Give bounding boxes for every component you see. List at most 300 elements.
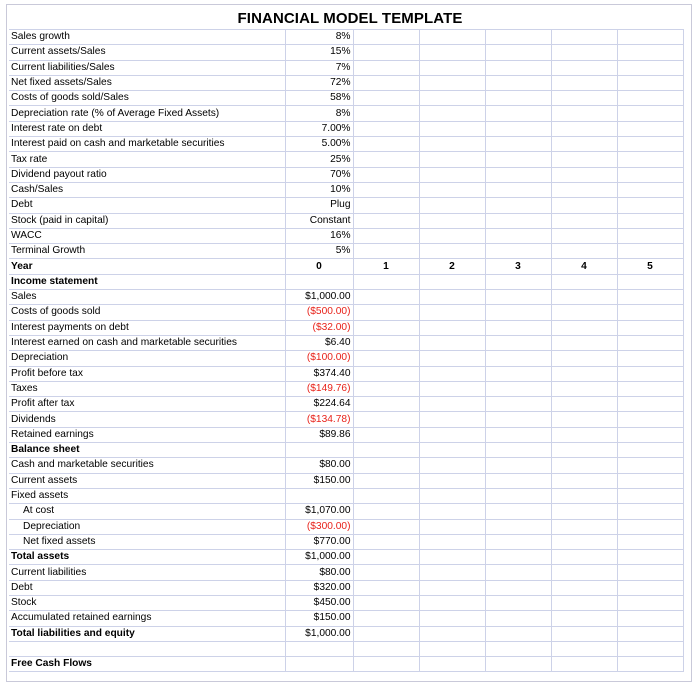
empty-cell[interactable] [551,106,617,121]
line-item-label[interactable]: Debt [9,580,285,595]
empty-cell[interactable] [485,473,551,488]
line-item-label[interactable]: Total assets [9,550,285,565]
line-item-value[interactable]: $374.40 [285,366,353,381]
empty-cell[interactable] [419,412,485,427]
empty-cell[interactable] [353,565,419,580]
line-item-label[interactable]: Fixed assets [9,488,285,503]
line-item-label[interactable]: Retained earnings [9,427,285,442]
empty-cell[interactable] [551,137,617,152]
empty-cell[interactable] [353,519,419,534]
empty-cell[interactable] [551,656,617,671]
empty-cell[interactable] [551,366,617,381]
empty-cell[interactable] [617,412,683,427]
empty-cell[interactable] [419,641,485,656]
empty-cell[interactable] [419,167,485,182]
empty-cell[interactable] [485,458,551,473]
line-item-value[interactable]: $320.00 [285,580,353,595]
line-item-value[interactable]: $150.00 [285,611,353,626]
assumption-value[interactable]: 8% [285,106,353,121]
year-header-cell[interactable]: 2 [419,259,485,274]
empty-cell[interactable] [419,274,485,289]
empty-cell[interactable] [419,45,485,60]
empty-cell[interactable] [551,167,617,182]
empty-cell[interactable] [419,534,485,549]
empty-cell[interactable] [353,641,419,656]
empty-cell[interactable] [419,198,485,213]
line-item-value[interactable]: $1,000.00 [285,626,353,641]
empty-cell[interactable] [419,152,485,167]
empty-cell[interactable] [285,641,353,656]
empty-cell[interactable] [485,121,551,136]
empty-cell[interactable] [551,244,617,259]
empty-cell[interactable] [353,75,419,90]
empty-cell[interactable] [419,595,485,610]
assumption-label[interactable]: Cash/Sales [9,182,285,197]
empty-cell[interactable] [617,458,683,473]
empty-cell[interactable] [353,274,419,289]
empty-cell[interactable] [551,534,617,549]
empty-cell[interactable] [617,580,683,595]
empty-cell[interactable] [551,381,617,396]
empty-cell[interactable] [617,198,683,213]
line-item-label[interactable]: Total liabilities and equity [9,626,285,641]
empty-cell[interactable] [617,335,683,350]
empty-cell[interactable] [285,274,353,289]
empty-cell[interactable] [419,60,485,75]
empty-cell[interactable] [551,228,617,243]
empty-cell[interactable] [551,488,617,503]
empty-cell[interactable] [551,274,617,289]
empty-cell[interactable] [419,137,485,152]
empty-cell[interactable] [617,167,683,182]
empty-cell[interactable] [617,274,683,289]
empty-cell[interactable] [617,366,683,381]
empty-cell[interactable] [419,290,485,305]
empty-cell[interactable] [419,504,485,519]
empty-cell[interactable] [617,473,683,488]
assumption-label[interactable]: WACC [9,228,285,243]
empty-cell[interactable] [485,182,551,197]
assumption-value[interactable]: 15% [285,45,353,60]
empty-cell[interactable] [551,60,617,75]
empty-cell[interactable] [419,458,485,473]
line-item-label[interactable]: Depreciation [9,519,285,534]
line-item-value[interactable]: $80.00 [285,458,353,473]
line-item-label[interactable]: Cash and marketable securities [9,458,285,473]
line-item-label[interactable]: Taxes [9,381,285,396]
assumption-value[interactable]: 72% [285,75,353,90]
empty-cell[interactable] [551,198,617,213]
empty-cell[interactable] [353,244,419,259]
empty-cell[interactable] [419,381,485,396]
line-item-value[interactable]: ($500.00) [285,305,353,320]
empty-cell[interactable] [485,305,551,320]
empty-cell[interactable] [617,106,683,121]
empty-cell[interactable] [485,137,551,152]
balance-sheet-row [9,626,683,641]
empty-cell[interactable] [353,228,419,243]
assumption-label[interactable]: Dividend payout ratio [9,167,285,182]
empty-cell[interactable] [551,335,617,350]
line-item-label[interactable]: Profit after tax [9,397,285,412]
empty-cell[interactable] [353,305,419,320]
empty-cell[interactable] [419,626,485,641]
line-item-label[interactable]: Interest payments on debt [9,320,285,335]
empty-cell[interactable] [617,228,683,243]
empty-cell[interactable] [485,611,551,626]
empty-cell[interactable] [419,580,485,595]
empty-cell[interactable] [485,534,551,549]
empty-cell[interactable] [485,213,551,228]
empty-cell[interactable] [485,320,551,335]
empty-cell[interactable] [551,641,617,656]
empty-cell[interactable] [485,397,551,412]
empty-cell[interactable] [551,427,617,442]
empty-cell[interactable] [419,473,485,488]
empty-cell[interactable] [551,320,617,335]
income-statement-row [9,412,683,427]
assumption-value[interactable]: 5.00% [285,137,353,152]
empty-cell[interactable] [617,121,683,136]
empty-cell[interactable] [485,290,551,305]
assumption-label[interactable]: Costs of goods sold/Sales [9,91,285,106]
empty-cell[interactable] [485,30,551,45]
empty-cell[interactable] [353,488,419,503]
year-header-cell[interactable]: 3 [485,259,551,274]
empty-cell[interactable] [551,290,617,305]
empty-cell[interactable] [353,595,419,610]
empty-cell[interactable] [485,519,551,534]
assumption-value[interactable]: Plug [285,198,353,213]
empty-cell[interactable] [551,611,617,626]
empty-cell[interactable] [485,626,551,641]
empty-cell[interactable] [353,335,419,350]
line-item-label[interactable]: Profit before tax [9,366,285,381]
empty-cell[interactable] [617,213,683,228]
free-cash-flows-label[interactable]: Free Cash Flows [9,656,285,671]
empty-cell[interactable] [353,106,419,121]
empty-cell[interactable] [551,213,617,228]
empty-cell[interactable] [617,443,683,458]
empty-cell[interactable] [485,443,551,458]
line-item-label[interactable]: At cost [9,504,285,519]
empty-cell[interactable] [485,91,551,106]
empty-cell[interactable] [485,167,551,182]
empty-cell[interactable] [617,381,683,396]
line-item-value[interactable]: $80.00 [285,565,353,580]
empty-cell[interactable] [485,427,551,442]
line-item-label[interactable]: Current liabilities [9,565,285,580]
empty-cell[interactable] [551,91,617,106]
empty-cell[interactable] [617,488,683,503]
assumption-row [9,198,683,213]
line-item-label[interactable]: Sales [9,290,285,305]
assumption-value[interactable]: 5% [285,244,353,259]
line-item-label[interactable]: Stock [9,595,285,610]
assumption-value[interactable]: 25% [285,152,353,167]
empty-cell[interactable] [551,595,617,610]
empty-cell[interactable] [353,366,419,381]
empty-cell[interactable] [617,397,683,412]
empty-cell[interactable] [617,244,683,259]
empty-cell[interactable] [419,397,485,412]
empty-cell[interactable] [285,443,353,458]
free-cash-flows-row [9,656,683,671]
assumption-label[interactable]: Sales growth [9,30,285,45]
line-item-label[interactable]: Depreciation [9,351,285,366]
empty-cell[interactable] [617,611,683,626]
empty-cell[interactable] [485,152,551,167]
line-item-label[interactable]: Dividends [9,412,285,427]
empty-cell[interactable] [419,320,485,335]
empty-cell[interactable] [353,534,419,549]
empty-cell[interactable] [353,656,419,671]
empty-cell[interactable] [419,427,485,442]
empty-cell[interactable] [551,519,617,534]
empty-cell[interactable] [419,565,485,580]
empty-cell[interactable] [551,45,617,60]
empty-cell[interactable] [353,320,419,335]
income-statement-row [9,320,683,335]
empty-cell[interactable] [617,320,683,335]
line-item-value[interactable]: $6.40 [285,335,353,350]
empty-cell[interactable] [353,397,419,412]
empty-cell[interactable] [353,458,419,473]
empty-cell[interactable] [617,565,683,580]
empty-cell[interactable] [551,580,617,595]
year-header-cell[interactable]: 4 [551,259,617,274]
empty-cell[interactable] [617,641,683,656]
year-header-cell[interactable]: 0 [285,259,353,274]
assumption-label[interactable]: Current assets/Sales [9,45,285,60]
empty-cell[interactable] [617,91,683,106]
empty-cell[interactable] [353,137,419,152]
empty-cell[interactable] [485,244,551,259]
assumption-label[interactable]: Debt [9,198,285,213]
empty-cell[interactable] [419,75,485,90]
empty-cell[interactable] [551,626,617,641]
empty-cell[interactable] [551,412,617,427]
empty-cell[interactable] [551,182,617,197]
empty-cell[interactable] [485,335,551,350]
assumption-label[interactable]: Stock (paid in capital) [9,213,285,228]
line-item-value[interactable]: $450.00 [285,595,353,610]
empty-cell[interactable] [353,167,419,182]
empty-cell[interactable] [285,656,353,671]
empty-cell[interactable] [551,473,617,488]
assumption-value[interactable]: 70% [285,167,353,182]
balance-sheet-row [9,519,683,534]
empty-cell[interactable] [617,152,683,167]
empty-cell[interactable] [419,351,485,366]
empty-cell[interactable] [551,550,617,565]
empty-cell[interactable] [419,519,485,534]
assumption-value[interactable]: 58% [285,91,353,106]
empty-cell[interactable] [485,381,551,396]
empty-cell[interactable] [485,351,551,366]
balance-sheet-header[interactable]: Balance sheet [9,443,285,458]
empty-cell[interactable] [485,550,551,565]
line-item-value[interactable]: $1,000.00 [285,290,353,305]
assumption-label[interactable]: Interest paid on cash and marketable securities [9,137,285,152]
empty-cell[interactable] [353,427,419,442]
empty-cell[interactable] [485,228,551,243]
line-item-value[interactable]: $770.00 [285,534,353,549]
empty-cell[interactable] [353,611,419,626]
year-label[interactable]: Year [9,259,285,274]
empty-cell[interactable] [617,137,683,152]
empty-cell[interactable] [485,656,551,671]
empty-cell[interactable] [353,626,419,641]
line-item-value[interactable]: ($32.00) [285,320,353,335]
empty-cell[interactable] [419,366,485,381]
empty-cell[interactable] [485,198,551,213]
income-statement-header[interactable]: Income statement [9,274,285,289]
empty-cell[interactable] [485,366,551,381]
empty-cell[interactable] [617,351,683,366]
assumption-value[interactable]: 7.00% [285,121,353,136]
empty-cell[interactable] [353,91,419,106]
empty-cell[interactable] [353,121,419,136]
empty-cell[interactable] [353,152,419,167]
empty-cell[interactable] [419,244,485,259]
empty-cell[interactable] [419,443,485,458]
empty-cell[interactable] [551,152,617,167]
empty-cell[interactable] [353,198,419,213]
empty-cell[interactable] [353,290,419,305]
empty-cell[interactable] [551,305,617,320]
line-item-value[interactable]: ($134.78) [285,412,353,427]
empty-cell[interactable] [485,488,551,503]
line-item-value[interactable] [285,488,353,503]
empty-cell[interactable] [353,60,419,75]
line-item-label[interactable]: Costs of goods sold [9,305,285,320]
empty-cell[interactable] [485,106,551,121]
empty-cell[interactable] [353,351,419,366]
line-item-value[interactable]: ($100.00) [285,351,353,366]
empty-cell[interactable] [551,443,617,458]
empty-cell[interactable] [419,305,485,320]
empty-cell[interactable] [551,30,617,45]
assumption-value[interactable]: Constant [285,213,353,228]
empty-cell[interactable] [617,60,683,75]
empty-cell[interactable] [419,121,485,136]
empty-cell[interactable] [353,45,419,60]
empty-cell[interactable] [353,30,419,45]
empty-cell[interactable] [485,60,551,75]
empty-cell[interactable] [617,182,683,197]
assumption-label[interactable]: Depreciation rate (% of Average Fixed Assets) [9,106,285,121]
empty-cell[interactable] [419,550,485,565]
empty-cell[interactable] [485,274,551,289]
empty-cell[interactable] [419,213,485,228]
assumption-value[interactable]: 10% [285,182,353,197]
assumption-label[interactable]: Interest rate on debt [9,121,285,136]
empty-cell[interactable] [353,580,419,595]
empty-cell[interactable] [485,45,551,60]
empty-cell[interactable] [551,565,617,580]
empty-cell[interactable] [617,626,683,641]
empty-cell[interactable] [419,182,485,197]
assumption-label[interactable]: Current liabilities/Sales [9,60,285,75]
empty-cell[interactable] [485,504,551,519]
empty-cell[interactable] [485,595,551,610]
line-item-value[interactable]: $224.64 [285,397,353,412]
year-header-cell[interactable]: 1 [353,259,419,274]
empty-cell[interactable] [617,504,683,519]
empty-cell[interactable] [419,611,485,626]
empty-cell[interactable] [353,381,419,396]
empty-cell[interactable] [551,397,617,412]
empty-cell[interactable] [353,412,419,427]
empty-cell[interactable] [617,656,683,671]
year-header-cell[interactable]: 5 [617,259,683,274]
empty-cell[interactable] [353,473,419,488]
empty-cell[interactable] [419,228,485,243]
line-item-label[interactable]: Net fixed assets [9,534,285,549]
empty-cell[interactable] [353,504,419,519]
empty-cell[interactable] [617,305,683,320]
empty-cell[interactable] [419,488,485,503]
empty-cell[interactable] [551,351,617,366]
empty-cell[interactable] [485,641,551,656]
empty-cell[interactable] [485,565,551,580]
empty-cell[interactable] [485,412,551,427]
assumption-value[interactable]: 16% [285,228,353,243]
line-item-value[interactable]: $89.86 [285,427,353,442]
empty-cell[interactable] [419,91,485,106]
line-item-value[interactable]: $1,070.00 [285,504,353,519]
empty-cell[interactable] [617,519,683,534]
empty-cell[interactable] [419,656,485,671]
empty-cell[interactable] [485,75,551,90]
empty-cell[interactable] [617,30,683,45]
line-item-value[interactable]: ($149.76) [285,381,353,396]
line-item-label[interactable]: Current assets [9,473,285,488]
empty-cell[interactable] [419,335,485,350]
empty-cell[interactable] [617,534,683,549]
empty-cell[interactable] [419,106,485,121]
empty-cell[interactable] [551,121,617,136]
empty-cell[interactable] [551,458,617,473]
assumption-value[interactable]: 7% [285,60,353,75]
line-item-label[interactable]: Accumulated retained earnings [9,611,285,626]
empty-cell[interactable] [617,45,683,60]
line-item-value[interactable]: $1,000.00 [285,550,353,565]
line-item-value[interactable]: ($300.00) [285,519,353,534]
empty-cell[interactable] [617,595,683,610]
empty-cell[interactable] [353,213,419,228]
line-item-label[interactable]: Interest earned on cash and marketable securities [9,335,285,350]
assumption-value[interactable]: 8% [285,30,353,45]
empty-cell[interactable] [485,580,551,595]
empty-cell[interactable] [353,550,419,565]
empty-cell[interactable] [551,75,617,90]
empty-cell[interactable] [617,290,683,305]
empty-cell[interactable] [617,550,683,565]
empty-cell[interactable] [551,504,617,519]
assumption-label[interactable]: Tax rate [9,152,285,167]
line-item-value[interactable]: $150.00 [285,473,353,488]
assumption-label[interactable]: Net fixed assets/Sales [9,75,285,90]
empty-cell[interactable] [353,182,419,197]
empty-cell[interactable] [353,443,419,458]
empty-cell[interactable] [419,30,485,45]
assumption-label[interactable]: Terminal Growth [9,244,285,259]
empty-cell[interactable] [9,641,285,656]
empty-cell[interactable] [617,427,683,442]
empty-cell[interactable] [617,75,683,90]
